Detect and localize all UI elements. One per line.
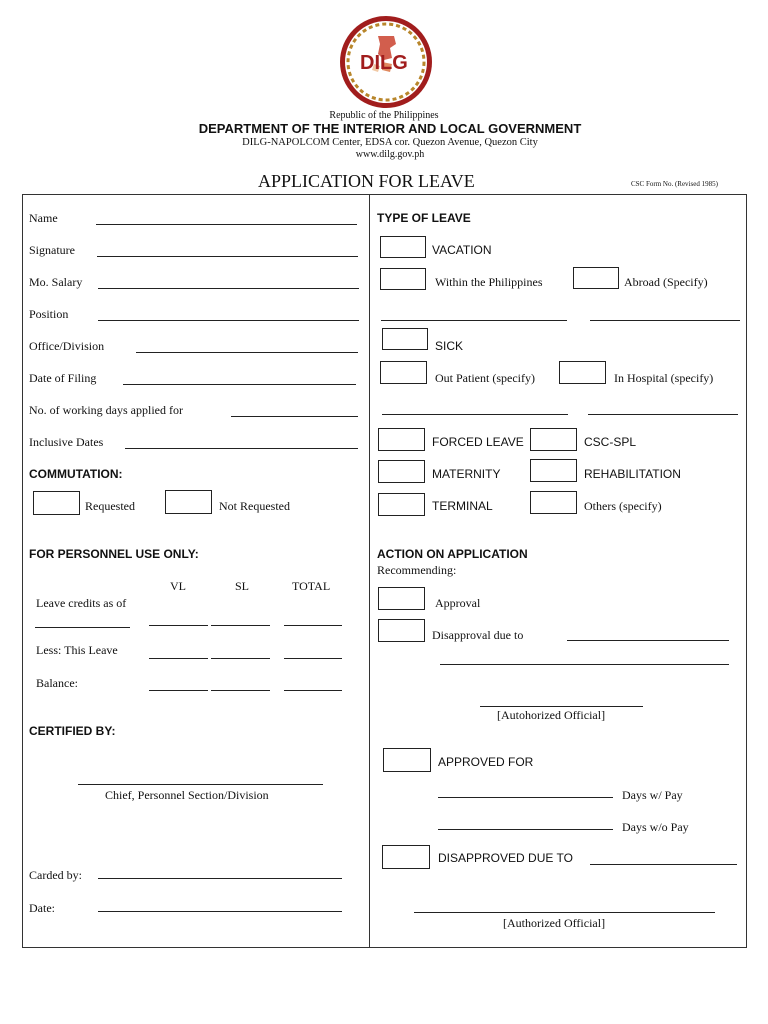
name-label: Name (29, 211, 58, 225)
csc-spl-checkbox[interactable] (530, 428, 577, 451)
recommending-label: Recommending: (377, 563, 457, 577)
disapproval-reason-line-1[interactable] (567, 640, 729, 641)
vacation-specify-line-2[interactable] (590, 320, 740, 321)
approving-official-line[interactable] (414, 912, 715, 913)
balance-vl-field[interactable] (149, 690, 208, 691)
carded-by-label: Carded by: (29, 868, 82, 882)
out-patient-label: Out Patient (specify) (435, 371, 535, 385)
balance-sl-field[interactable] (211, 690, 270, 691)
maternity-label: MATERNITY (432, 467, 501, 481)
balance-total-field[interactable] (284, 690, 342, 691)
inclusive-dates-field[interactable] (125, 448, 358, 449)
working-days-field[interactable] (231, 416, 358, 417)
disapproval-label: Disapproval due to (432, 628, 524, 642)
vacation-checkbox[interactable] (380, 236, 426, 258)
chief-signature-line[interactable] (78, 784, 323, 785)
website-line: www.dilg.gov.ph (355, 149, 425, 160)
credits-vl-field[interactable] (149, 625, 208, 626)
not-requested-label: Not Requested (219, 499, 290, 513)
leave-credits-label: Leave credits as of (36, 596, 127, 610)
others-checkbox[interactable] (530, 491, 577, 514)
republic-label: Republic of the Philippines (329, 110, 439, 121)
requested-label: Requested (85, 499, 135, 513)
type-of-leave-heading: TYPE OF LEAVE (377, 211, 471, 225)
disapproval-checkbox[interactable] (378, 619, 425, 642)
date-filing-label: Date of Filing (29, 371, 97, 385)
csc-spl-label: CSC-SPL (584, 435, 637, 449)
position-label: Position (29, 307, 69, 321)
commutation-heading: COMMUTATION: (29, 467, 123, 481)
name-field[interactable] (96, 224, 357, 225)
salary-field[interactable] (98, 288, 359, 289)
rehabilitation-checkbox[interactable] (530, 459, 577, 482)
dilg-logo (338, 14, 434, 110)
col-sl-header: SL (235, 579, 250, 593)
days-without-pay-field[interactable] (438, 829, 613, 830)
leave-credits-date-field[interactable] (35, 627, 130, 628)
in-hospital-checkbox[interactable] (559, 361, 606, 384)
col-total-header: TOTAL (292, 579, 331, 593)
approval-label: Approval (435, 596, 481, 610)
sick-specify-line-2[interactable] (588, 414, 738, 415)
recommending-official-line[interactable] (480, 706, 643, 707)
days-with-pay-label: Days w/ Pay (622, 788, 683, 802)
credits-sl-field[interactable] (211, 625, 270, 626)
approval-checkbox[interactable] (378, 587, 425, 610)
requested-checkbox[interactable] (33, 491, 80, 515)
signature-field[interactable] (97, 256, 358, 257)
less-total-field[interactable] (284, 658, 342, 659)
credits-total-field[interactable] (284, 625, 342, 626)
approved-for-checkbox[interactable] (383, 748, 431, 772)
action-heading: ACTION ON APPLICATION (377, 547, 528, 561)
within-ph-checkbox[interactable] (380, 268, 426, 290)
maternity-checkbox[interactable] (378, 460, 425, 483)
within-ph-label: Within the Philippines (435, 275, 543, 289)
forced-leave-checkbox[interactable] (378, 428, 425, 451)
disapproval-reason-line-2[interactable] (440, 664, 729, 665)
column-divider (369, 194, 370, 948)
logo-text: DILG (360, 52, 408, 74)
forced-leave-label: FORCED LEAVE (432, 435, 524, 449)
approved-for-label: APPROVED FOR (438, 755, 534, 769)
less-sl-field[interactable] (211, 658, 270, 659)
terminal-checkbox[interactable] (378, 493, 425, 516)
autohorized-official-label: [Autohorized Official] (497, 708, 606, 722)
inclusive-dates-label: Inclusive Dates (29, 435, 104, 449)
vacation-label: VACATION (432, 243, 492, 257)
sick-checkbox[interactable] (382, 328, 428, 350)
position-field[interactable] (98, 320, 359, 321)
less-this-leave-label: Less: This Leave (36, 643, 118, 657)
in-hospital-label: In Hospital (specify) (614, 371, 714, 385)
terminal-label: TERMINAL (432, 499, 493, 513)
out-patient-checkbox[interactable] (380, 361, 427, 384)
col-vl-header: VL (170, 579, 186, 593)
working-days-label: No. of working days applied for (29, 403, 183, 417)
others-label: Others (specify) (584, 499, 662, 513)
less-vl-field[interactable] (149, 658, 208, 659)
salary-label: Mo. Salary (29, 275, 83, 289)
carded-by-field[interactable] (98, 878, 342, 879)
rehabilitation-label: REHABILITATION (584, 467, 681, 481)
balance-label: Balance: (36, 676, 78, 690)
not-requested-checkbox[interactable] (165, 490, 212, 514)
department-title: DEPARTMENT OF THE INTERIOR AND LOCAL GOVERNMENT (198, 121, 582, 136)
disapproved-reason-field[interactable] (590, 864, 737, 865)
form-title: APPLICATION FOR LEAVE (258, 171, 475, 191)
vacation-specify-line-1[interactable] (381, 320, 567, 321)
address-line: DILG-NAPOLCOM Center, EDSA cor. Quezon Avenue, Quezon City (242, 137, 538, 148)
chief-title: Chief, Personnel Section/Division (105, 788, 269, 802)
date-label: Date: (29, 901, 55, 915)
abroad-label: Abroad (Specify) (624, 275, 708, 289)
abroad-checkbox[interactable] (573, 267, 619, 289)
date-filing-field[interactable] (123, 384, 356, 385)
certified-by-heading: CERTIFIED BY: (29, 724, 116, 738)
office-label: Office/Division (29, 339, 105, 353)
days-without-pay-label: Days w/o Pay (622, 820, 689, 834)
disapproved-due-label: DISAPPROVED DUE TO (438, 851, 573, 865)
office-field[interactable] (136, 352, 358, 353)
disapproved-checkbox[interactable] (382, 845, 430, 869)
date-field[interactable] (98, 911, 342, 912)
form-number: CSC Form No. (Revised 1985) (631, 180, 718, 188)
signature-label: Signature (29, 243, 75, 257)
personnel-use-heading: FOR PERSONNEL USE ONLY: (29, 547, 199, 561)
sick-specify-line-1[interactable] (382, 414, 568, 415)
days-with-pay-field[interactable] (438, 797, 613, 798)
sick-label: SICK (435, 339, 464, 353)
authorized-official-label: [Authorized Official] (503, 916, 606, 930)
